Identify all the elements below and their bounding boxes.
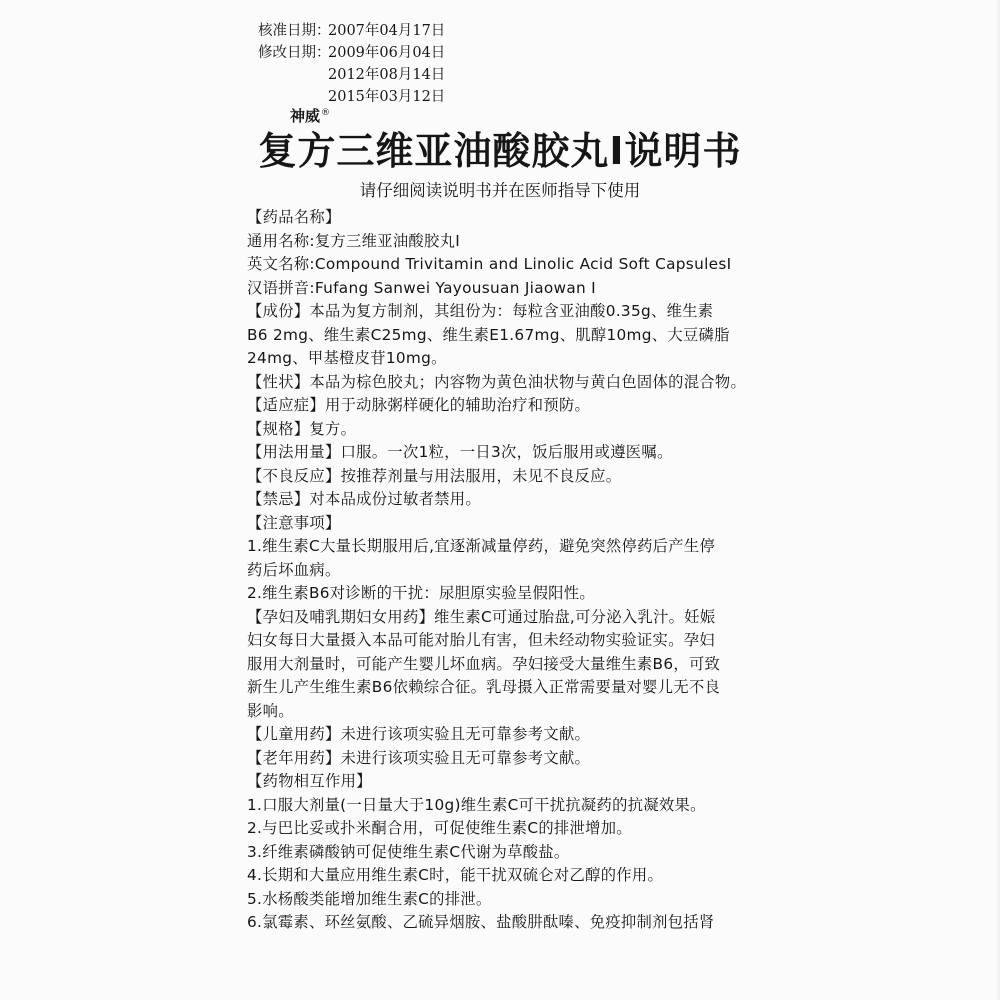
- section-pregnancy: 【孕妇及哺乳期妇女用药】维生素C可通过胎盘,可分泌入乳汁。妊娠: [247, 607, 716, 626]
- section-heading-interactions: 【药物相互作用】: [247, 772, 372, 790]
- revise-date-value: 2009年06月04日: [328, 45, 446, 61]
- text-line: 2.维生素B6对诊断的干扰：尿胆原实验呈假阳性。: [247, 584, 595, 602]
- revise-date-value: 2015年03月12日: [328, 89, 446, 105]
- approve-date-value: 2007年04月17日: [328, 23, 446, 39]
- section-ingredients: 【成份】本品为复方制剂，其组份为：每粒含亚油酸0.35g、维生素: [247, 302, 714, 320]
- section-contraindications: 【禁忌】对本品成份过敏者禁用。: [247, 490, 481, 508]
- text-line: 3.纤维素磷酸钠可促使维生素C代谢为草酸盐。: [247, 842, 570, 861]
- text-line: 2.与巴比妥或扑米酮合用，可促使维生素C的排泄增加。: [247, 819, 632, 837]
- approve-date-row: [258, 20, 445, 42]
- registered-mark: ®: [321, 108, 331, 118]
- scan-edge: [994, 0, 1000, 1000]
- section-description: 【性状】本品为棕色胶丸；内容物为黄色油状物与黄白色固体的混合物。: [247, 372, 747, 391]
- text-line: B6 2mg、维生素C25mg、维生素E1.67mg、肌醇10mg、大豆磷脂: [247, 325, 730, 344]
- text-line: 妇女每日大量摄入本品可能对胎儿有害，但未经动物实验证实。孕妇: [247, 631, 715, 649]
- text-line: 影响。: [247, 701, 294, 720]
- leaflet-body: [247, 206, 777, 935]
- section-dosage: 【用法用量】口服。一次1粒，一日3次，饭后服用或遵医嘱。: [247, 443, 673, 461]
- text-line: 1.维生素C大量长期服用后,宜逐渐减量停药，避免突然停药后产生停: [247, 537, 716, 555]
- document-title: 复方三维亚油酸胶丸I说明书: [258, 129, 742, 173]
- usage-notice: 请仔细阅读说明书并在医师指导下使用: [359, 181, 641, 200]
- text-line: 新生儿产生维生素B6依赖综合征。乳母摄入正常需要量对婴儿无不良: [247, 678, 721, 696]
- revise-date-label: 修改日期：: [258, 45, 331, 61]
- text-line: 5.水杨酸类能增加维生素C的排泄。: [247, 889, 492, 908]
- text-line: 通用名称:复方三维亚油酸胶丸Ⅰ: [247, 231, 461, 250]
- revise-date-row: [258, 42, 445, 64]
- text-line: 1.口服大剂量(一日量大于10g)维生素C可干扰抗凝药的抗凝效果。: [247, 795, 706, 814]
- revise-date-row: [258, 86, 445, 108]
- revise-date-value: 2012年08月14日: [328, 67, 446, 83]
- section-specification: 【规格】复方。: [247, 419, 357, 438]
- section-geriatric: 【老年用药】未进行该项实验且无可靠参考文献。: [247, 748, 591, 767]
- section-pediatric: 【儿童用药】未进行该项实验且无可靠参考文献。: [247, 725, 591, 743]
- approve-date-label: 核准日期：: [258, 23, 331, 39]
- section-indications: 【适应症】用于动脉粥样硬化的辅助治疗和预防。: [247, 396, 591, 414]
- brand-name: [290, 104, 330, 125]
- text-line: 药后坏血病。: [247, 560, 341, 579]
- text-line: 服用大剂量时，可能产生婴儿坏血病。孕妇接受大量维生素B6，可致: [247, 654, 721, 673]
- section-adverse-reactions: 【不良反应】按推荐剂量与用法服用，未见不良反应。: [247, 466, 622, 485]
- text-line: 24mg、甲基橙皮苷10mg。: [247, 349, 447, 367]
- section-heading-drug-name: 【药品名称】: [247, 208, 341, 226]
- section-heading-precautions: 【注意事项】: [247, 513, 341, 532]
- text-line: 4.长期和大量应用维生素C时，能干扰双硫仑对乙醇的作用。: [247, 866, 664, 884]
- text-line: 汉语拼音:Fufang Sanwei Yayousuan Jiaowan Ⅰ: [247, 278, 596, 297]
- brand-text: 神威: [290, 107, 321, 125]
- text-line: 6.氯霉素、环丝氨酸、乙硫异烟胺、盐酸肼酞嗪、免疫抑制剂包括肾: [247, 913, 715, 931]
- revision-dates: [258, 20, 445, 108]
- revise-date-row: [258, 64, 445, 86]
- text-line: 英文名称:Compound Trivitamin and Linolic Acid Soft CapsulesⅠ: [247, 255, 732, 273]
